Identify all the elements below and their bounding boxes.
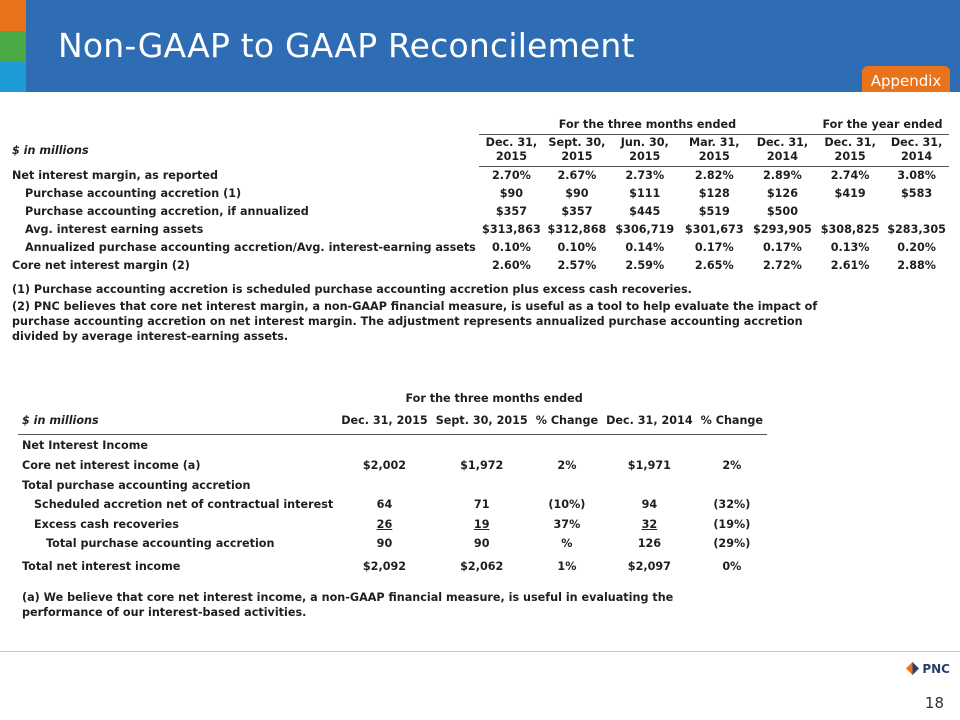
table-row: Core net interest margin (2) 2.60% 2.57% 2.59% 2.65% 2.72% 2.61% 2.88%: [12, 258, 936, 272]
footnote-1: (1) Purchase accounting accretion is scheduled purchase accounting accretion plus excess cash recoveries.: [12, 283, 692, 296]
header-bar: [0, 0, 960, 92]
section-row: Net Interest Income: [22, 438, 148, 452]
col-header: % Change: [697, 408, 767, 434]
footer-divider: [0, 651, 960, 652]
col-header: Jun. 30, 2015: [610, 134, 680, 166]
appendix-tab: Appendix: [862, 66, 950, 92]
units-label: $ in millions: [12, 143, 89, 157]
col-header: Dec. 31, 2014: [884, 134, 949, 166]
table-row: Purchase accounting accretion, if annualized $357 $357 $445 $519 $500: [25, 204, 798, 218]
table-row: Core net interest income (a) $2,002 $1,972 2% $1,971 2%: [22, 459, 742, 473]
table-row: Total purchase accounting accretion 90 90 % 126 (29%): [46, 537, 751, 551]
table-row: Net interest margin, as reported 2.70% 2.67% 2.73% 2.82% 2.89% 2.74% 3.08%: [12, 168, 936, 182]
table-row: Avg. interest earning assets $313,863 $312,868 $306,719 $301,673 $293,905 $308,825 $283,305: [25, 222, 946, 236]
pnc-logo-icon: [906, 662, 919, 675]
table-row: Annualized purchase accounting accretion/Avg. interest-earning assets 0.10% 0.10% 0.14% 0.17% 0.17% 0.13% 0.20%: [25, 240, 936, 254]
col-header: Dec. 31, 2015: [479, 134, 544, 166]
page-title: Non-GAAP to GAAP Reconcilement: [58, 26, 635, 65]
brand-stripes: [0, 0, 26, 92]
col-header: Dec. 31, 2014: [602, 408, 697, 434]
footnote-2: (2) PNC believes that core net interest margin, a non-GAAP financial measure, is useful as a tool to help evaluate the impact of purchase accounting accretion on net interest margin. The adjustment represents annualized purchase accounting accretion divided by average interest-earning assets.: [12, 300, 818, 343]
col-header: % Change: [532, 408, 602, 434]
col-header: Mar. 31, 2015: [680, 134, 749, 166]
pnc-logo: PNC: [906, 662, 950, 676]
table-row: Total purchase accounting accretion: [22, 478, 251, 492]
page-number: 18: [924, 694, 944, 712]
table-row: Purchase accounting accretion (1) $90 $90 $111 $128 $126 $419 $583: [25, 186, 933, 200]
net-interest-income-table: [18, 388, 767, 580]
col-header: Sept. 30, 2015: [432, 408, 532, 434]
table-row: Excess cash recoveries 26 19 37% 32 (19%): [34, 517, 751, 531]
col-header: Dec. 31, 2015: [337, 408, 432, 434]
footnote-a: (a) We believe that core net interest income, a non-GAAP financial measure, is useful in evaluating the performance of our interest-based activities.: [22, 591, 674, 619]
table-row: Scheduled accretion net of contractual interest 64 71 (10%) 94 (32%): [34, 498, 751, 512]
col-header: Dec. 31, 2014: [749, 134, 816, 166]
three-months-header-2: For the three months ended: [405, 391, 583, 405]
table-row: Total net interest income $2,092 $2,062 1% $2,097 0%: [22, 560, 742, 573]
net-interest-margin-table: [9, 116, 949, 274]
year-header: For the year ended: [816, 116, 949, 134]
three-months-header: For the three months ended: [479, 116, 816, 134]
units-label-2: $ in millions: [18, 408, 337, 434]
col-header: Dec. 31, 2015: [816, 134, 884, 166]
col-header: Sept. 30, 2015: [544, 134, 610, 166]
